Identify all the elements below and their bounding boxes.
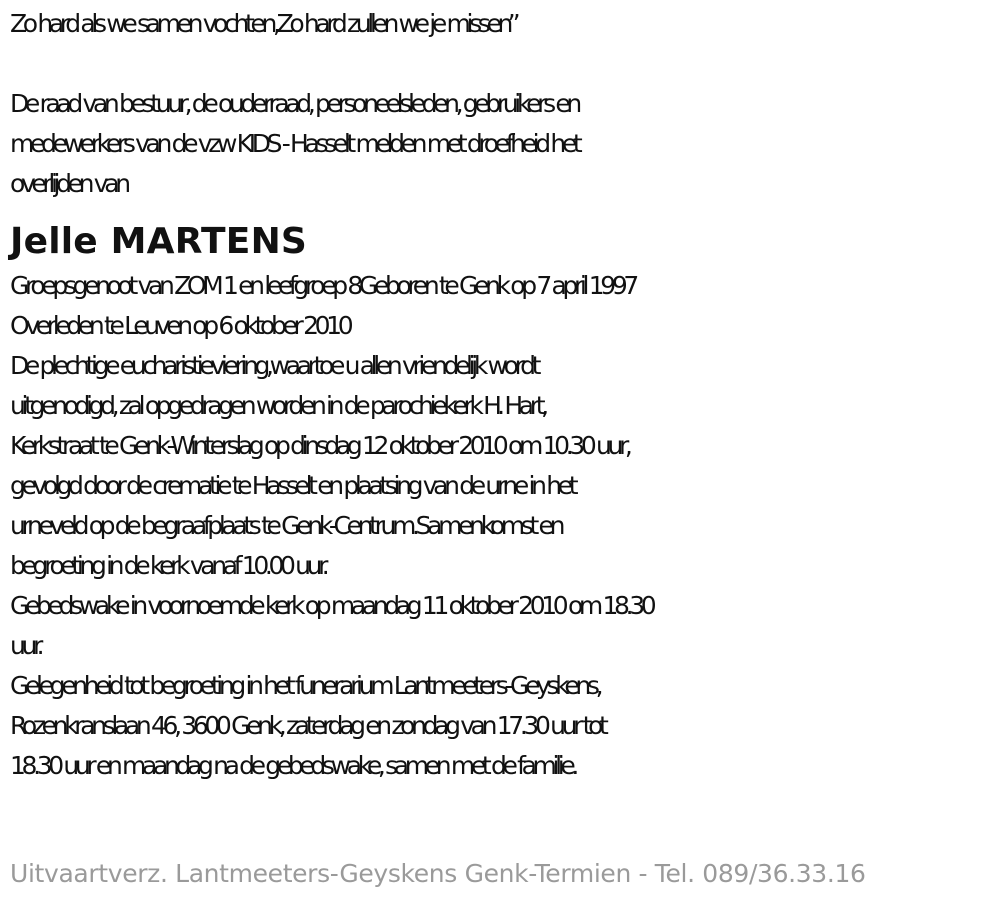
detail-line: begroeting in de kerk vanaf 10.00 uur. — [10, 551, 326, 580]
detail-line: Rozenkranslaan 46, 3600 Genk, zaterdag en zondag van 17.30 uur tot — [10, 711, 605, 740]
announcement-line: overlijden van — [10, 169, 127, 198]
announcement-line: medewerkers van de vzw KIDS - Hasselt melden met droefheid het — [10, 129, 579, 158]
quote-line: Zo hard als we samen vochten,Zo hard zullen we je missen” — [10, 9, 517, 38]
detail-line: Kerkstraat te Genk-Winterslag op dinsdag 12 oktober 2010 om 10.30 uur, — [10, 431, 629, 460]
detail-line: gevolgd door de crematie te Hasselt en plaatsing van de urne in het — [10, 471, 575, 500]
detail-line: Groepsgenoot van ZOM 1 en leefgroep 8Geboren te Genk op 7 april 1997 — [10, 271, 635, 300]
detail-line: Gelegenheid tot begroeting in het funerarium Lantmeeters-Geyskens, — [10, 671, 600, 700]
detail-line: Overleden te Leuven op 6 oktober 2010 — [10, 311, 350, 340]
detail-line: De plechtige eucharistieviering,waartoe u allen vriendelijk wordt — [10, 351, 538, 380]
detail-line: Gebedswake in voornoemde kerk op maandag 11 oktober 2010 om 18.30 — [10, 591, 653, 620]
detail-line: urneveld op de begraafplaats te Genk-Centrum.Samenkomst en — [10, 511, 562, 540]
detail-line: 18.30 uur en maandag na de gebedswake, samen met de familie. — [10, 751, 575, 780]
announcement-line: De raad van bestuur, de ouderraad, personeelsleden, gebruikers en — [10, 89, 578, 118]
deceased-name: Jelle MARTENS — [10, 221, 308, 262]
detail-line: uur. — [10, 631, 41, 660]
obituary-notice — [10, 4, 995, 786]
funeral-home-footer: Uitvaartverz. Lantmeeters-Geyskens Genk-Termien - Tel. 089/36.33.16 — [10, 859, 866, 888]
spacer — [10, 44, 995, 84]
detail-line: uitgenodigd, zal opgedragen worden in de parochiekerk H. Hart, — [10, 391, 545, 420]
